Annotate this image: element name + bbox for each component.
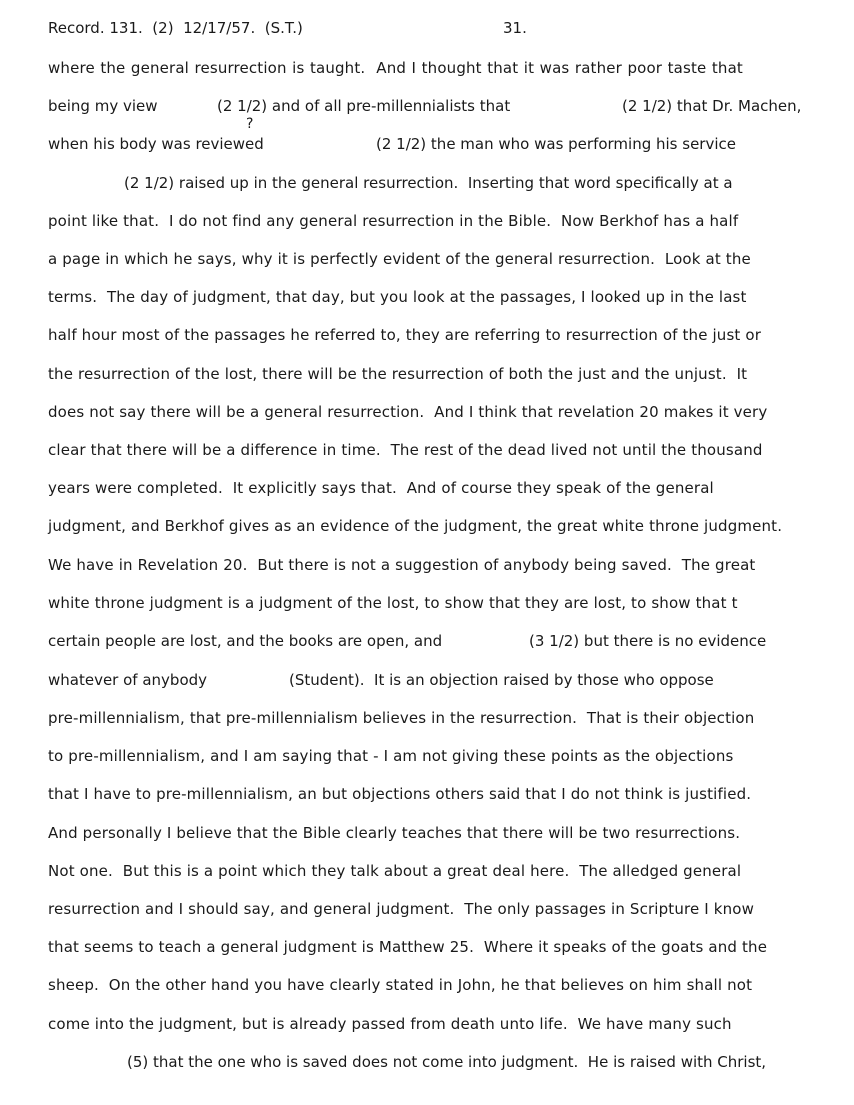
text-fragment: (Student). It is an objection raised by those who oppose <box>289 671 714 689</box>
text-line: that I have to pre-millennialism, an but objections others said that I do not think is justified. <box>48 785 752 803</box>
text-line: years were completed. It explicitly says that. And of course they speak of the general <box>48 479 714 497</box>
text-fragment: (2 1/2) the man who was performing his service <box>376 135 736 153</box>
text-line: half hour most of the passages he referred to, they are referring to resurrection of the just or <box>48 326 762 344</box>
text-line: where the general resurrection is taught. And I thought that it was rather poor taste that <box>48 59 743 77</box>
text-fragment: (3 1/2) but there is no evidence <box>529 632 767 650</box>
text-line: (2 1/2) raised up in the general resurrection. Inserting that word specifically at a <box>124 174 733 192</box>
text-line: white throne judgment is a judgment of the lost, to show that they are lost, to show that t <box>48 594 738 612</box>
text-fragment: (2 1/2) that Dr. Machen, <box>622 97 802 115</box>
text-line: resurrection and I should say, and general judgment. The only passages in Scripture I know <box>48 900 754 918</box>
text-line: We have in Revelation 20. But there is not a suggestion of anybody being saved. The great <box>48 556 756 574</box>
text-line: a page in which he says, why it is perfectly evident of the general resurrection. Look at the <box>48 250 751 268</box>
text-line: that seems to teach a general judgment is Matthew 25. Where it speaks of the goats and the <box>48 938 768 956</box>
text-line: to pre-millennialism, and I am saying that - I am not giving these points as the objections <box>48 747 734 765</box>
record-header: Record. 131. (2) 12/17/57. (S.T.) <box>48 19 303 37</box>
text-line: And personally I believe that the Bible clearly teaches that there will be two resurrections. <box>48 824 741 842</box>
text-fragment: (2 1/2) and of all pre-millennialists that <box>217 97 511 115</box>
uncertain-mark: ? <box>246 116 254 132</box>
text-line: Not one. But this is a point which they talk about a great deal here. The alledged general <box>48 862 742 880</box>
text-line: (5) that the one who is saved does not come into judgment. He is raised with Christ, <box>127 1053 767 1071</box>
page-number: 31. <box>503 19 527 37</box>
text-line: pre-millennialism, that pre-millennialism believes in the resurrection. That is their objection <box>48 709 755 727</box>
text-line: sheep. On the other hand you have clearly stated in John, he that believes on him shall not <box>48 976 753 994</box>
text-fragment: certain people are lost, and the books are open, and <box>48 632 443 650</box>
text-line: come into the judgment, but is already passed from death unto life. We have many such <box>48 1015 732 1033</box>
text-fragment: whatever of anybody <box>48 671 208 689</box>
text-line: does not say there will be a general resurrection. And I think that revelation 20 makes it very <box>48 403 768 421</box>
text-line: the resurrection of the lost, there will be the resurrection of both the just and the unjust. It <box>48 365 748 383</box>
text-line: terms. The day of judgment, that day, but you look at the passages, I looked up in the last <box>48 288 747 306</box>
text-line: judgment, and Berkhof gives as an evidence of the judgment, the great white throne judgment. <box>48 517 783 535</box>
text-line: clear that there will be a difference in time. The rest of the dead lived not until the thousand <box>48 441 763 459</box>
text-line: point like that. I do not find any general resurrection in the Bible. Now Berkhof has a half <box>48 212 739 230</box>
text-fragment: being my view <box>48 97 158 115</box>
text-fragment: when his body was reviewed <box>48 135 264 153</box>
